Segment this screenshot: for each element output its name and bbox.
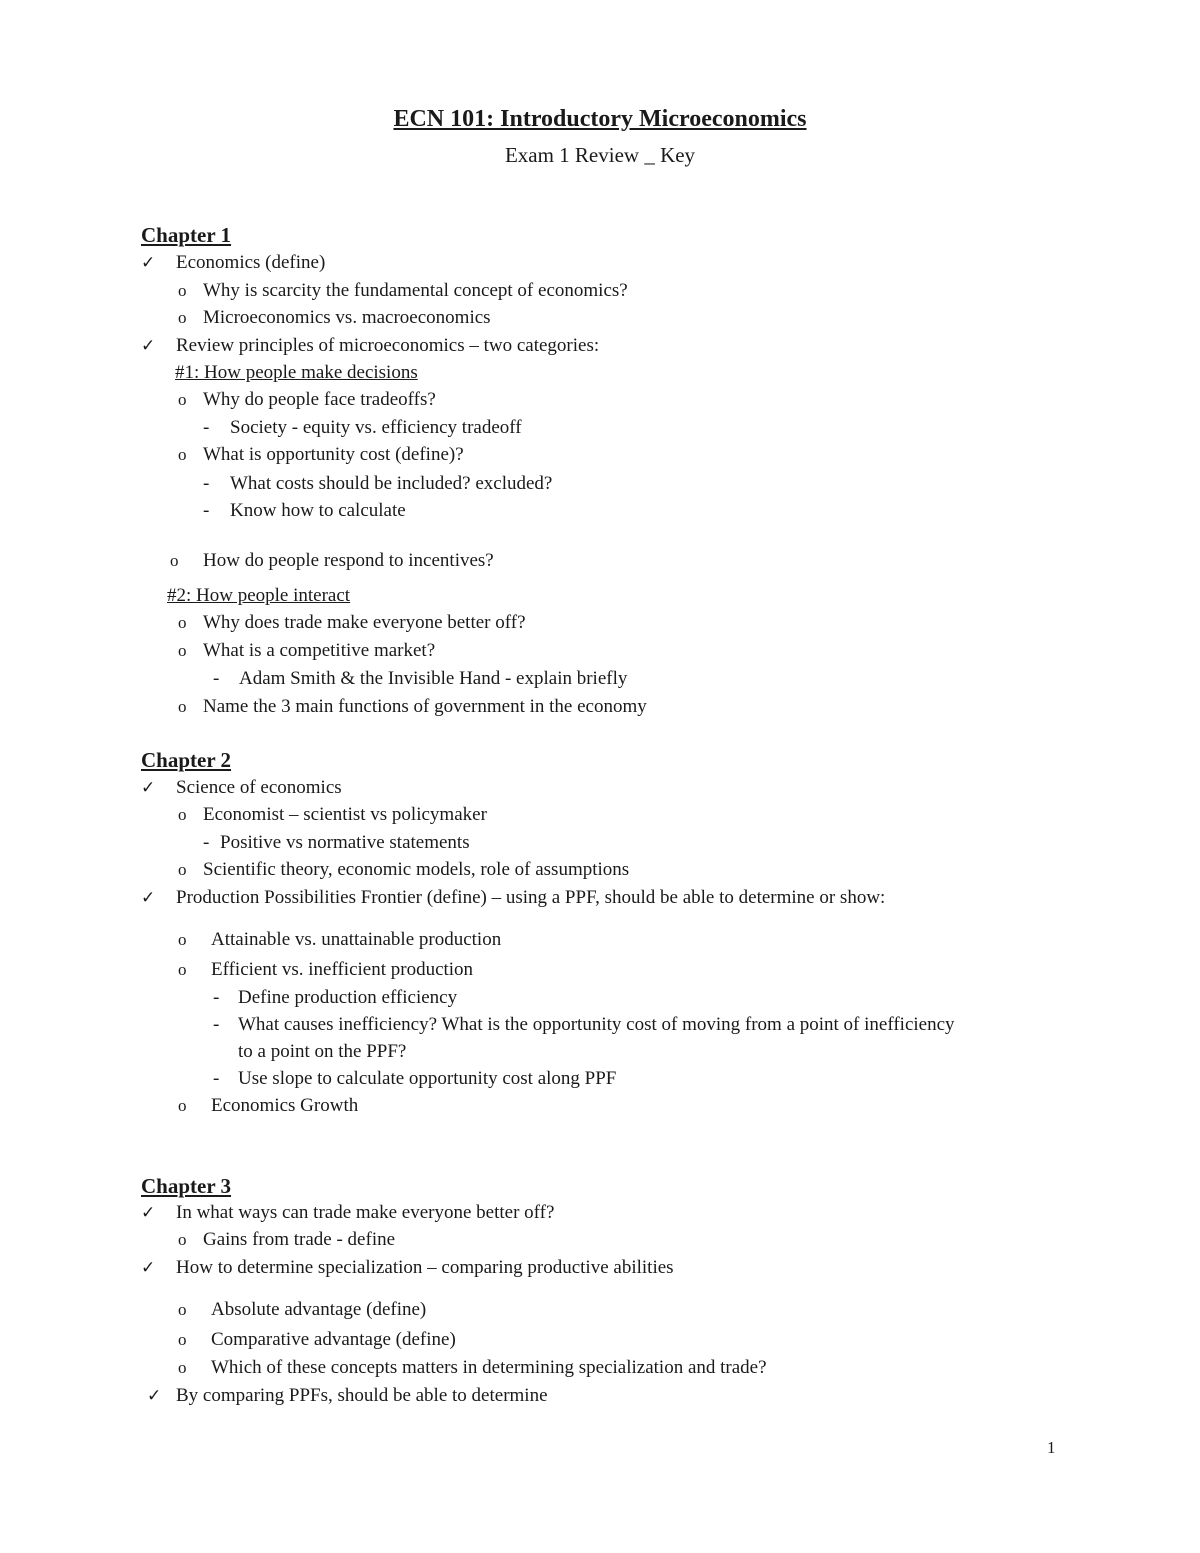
list-item: Which of these concepts matters in determining specialization and trade? (211, 1357, 767, 1378)
circle-bullet-icon: o (178, 1096, 187, 1115)
document-subtitle: Exam 1 Review _ Key (504, 143, 696, 167)
list-item: Efficient vs. inefficient production (211, 959, 474, 980)
list-item: How do people respond to incentives? (203, 550, 494, 571)
dash-bullet: - (213, 987, 220, 1008)
checkmark-icon: ✓ (141, 1258, 156, 1278)
list-item: What is opportunity cost (define)? (203, 444, 464, 465)
list-item: Attainable vs. unattainable production (211, 929, 502, 950)
list-item: to a point on the PPF? (238, 1041, 407, 1062)
circle-bullet-icon: o (178, 281, 187, 300)
list-item: Society - equity vs. efficiency tradeoff (230, 417, 522, 438)
list-item: By comparing PPFs, should be able to determine (176, 1385, 548, 1406)
section-subheading: #2: How people interact (167, 585, 351, 606)
circle-bullet-icon: o (178, 960, 187, 979)
list-item: Economist – scientist vs policymaker (203, 804, 487, 825)
list-item: Comparative advantage (define) (211, 1329, 456, 1350)
list-item: Use slope to calculate opportunity cost along PPF (238, 1068, 617, 1089)
list-item: Review principles of microeconomics – two categories: (176, 335, 600, 356)
list-item: Why does trade make everyone better off? (203, 612, 526, 633)
dash-bullet: - (203, 473, 210, 494)
list-item: What causes inefficiency? What is the opportunity cost of moving from a point of inefficiency (238, 1014, 955, 1035)
checkmark-icon: ✓ (141, 253, 156, 273)
list-item: Why is scarcity the fundamental concept of economics? (203, 280, 628, 301)
checkmark-icon: ✓ (147, 1386, 162, 1406)
circle-bullet-icon: o (178, 613, 187, 632)
page-number: 1 (1047, 1438, 1056, 1457)
list-item: Define production efficiency (238, 987, 458, 1008)
dash-bullet: - (203, 417, 210, 438)
dash-bullet: - (203, 832, 210, 853)
dash-bullet: - (213, 1014, 220, 1035)
dash-bullet: - (203, 500, 210, 521)
circle-bullet-icon: o (178, 1358, 187, 1377)
circle-bullet-icon: o (178, 390, 187, 409)
checkmark-icon: ✓ (141, 336, 156, 356)
list-item: What costs should be included? excluded? (230, 473, 553, 494)
list-item: Adam Smith & the Invisible Hand - explain briefly (239, 668, 628, 689)
list-item: Positive vs normative statements (220, 832, 470, 853)
list-item: What is a competitive market? (203, 640, 436, 661)
list-item: Economics (define) (176, 252, 326, 273)
list-item: In what ways can trade make everyone better off? (176, 1202, 555, 1223)
checkmark-icon: ✓ (141, 1203, 156, 1223)
list-item: Economics Growth (211, 1095, 359, 1116)
dash-bullet: - (213, 1068, 220, 1089)
chapter-heading: Chapter 1 (141, 223, 232, 247)
circle-bullet-icon: o (170, 551, 179, 570)
list-item: Name the 3 main functions of government in the economy (203, 696, 647, 717)
list-item: Know how to calculate (230, 500, 406, 521)
circle-bullet-icon: o (178, 1300, 187, 1319)
circle-bullet-icon: o (178, 641, 187, 660)
circle-bullet-icon: o (178, 445, 187, 464)
document-title: ECN 101: Introductory Microeconomics (393, 106, 807, 132)
list-item: Science of economics (176, 777, 342, 798)
circle-bullet-icon: o (178, 860, 187, 879)
chapter-heading: Chapter 2 (141, 748, 232, 772)
list-item: Why do people face tradeoffs? (203, 389, 436, 410)
checkmark-icon: ✓ (141, 888, 156, 908)
list-item: Gains from trade - define (203, 1229, 396, 1250)
circle-bullet-icon: o (178, 697, 187, 716)
circle-bullet-icon: o (178, 805, 187, 824)
dash-bullet: - (213, 668, 220, 689)
circle-bullet-icon: o (178, 1330, 187, 1349)
circle-bullet-icon: o (178, 1230, 187, 1249)
list-item: Absolute advantage (define) (211, 1299, 427, 1320)
checkmark-icon: ✓ (141, 778, 156, 798)
list-item: Production Possibilities Frontier (define) – using a PPF, should be able to determine or show: (176, 887, 886, 908)
list-item: Scientific theory, economic models, role of assumptions (203, 859, 630, 880)
circle-bullet-icon: o (178, 930, 187, 949)
list-item: Microeconomics vs. macroeconomics (203, 307, 491, 328)
list-item: How to determine specialization – comparing productive abilities (176, 1257, 674, 1278)
chapter-heading: Chapter 3 (141, 1174, 232, 1198)
section-subheading: #1: How people make decisions (175, 362, 418, 383)
circle-bullet-icon: o (178, 308, 187, 327)
